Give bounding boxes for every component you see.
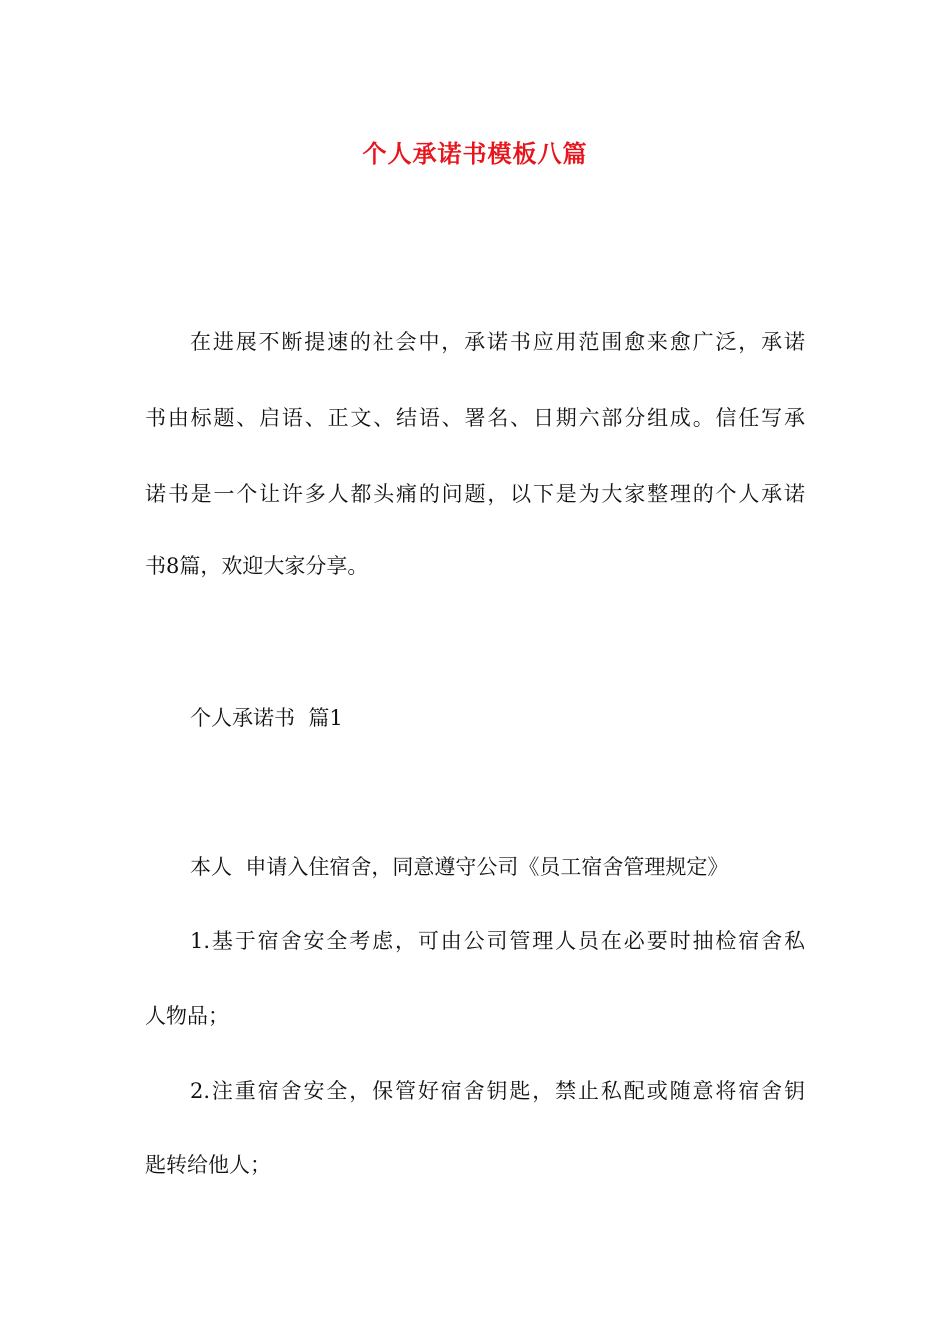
body-line-3: 人物品； (145, 1004, 229, 1028)
body-line-5: 匙转给他人； (145, 1153, 271, 1177)
intro-line-1: 在进展不断提速的社会中，承诺书应用范围愈来愈广泛，承诺 (190, 330, 805, 354)
intro-line-2: 书由标题、启语、正文、结语、署名、日期六部分组成。信任写承 (145, 406, 805, 430)
body-line-1: 本人 申请入住宿舍，同意遵守公司《员工宿舍管理规定》 (190, 855, 729, 879)
body-line-2: 1.基于宿舍安全考虑，可由公司管理人员在必要时抽检宿舍私 (190, 929, 805, 953)
body-line-4: 2.注重宿舍安全，保管好宿舍钥匙，禁止私配或随意将宿舍钥 (190, 1079, 805, 1103)
intro-line-3: 诺书是一个让许多人都头痛的问题，以下是为大家整理的个人承诺 (145, 482, 805, 506)
intro-line-4: 书8篇，欢迎大家分享。 (145, 554, 369, 578)
section-heading: 个人承诺书 篇1 (190, 706, 343, 730)
document-title: 个人承诺书模板八篇 (362, 139, 588, 168)
